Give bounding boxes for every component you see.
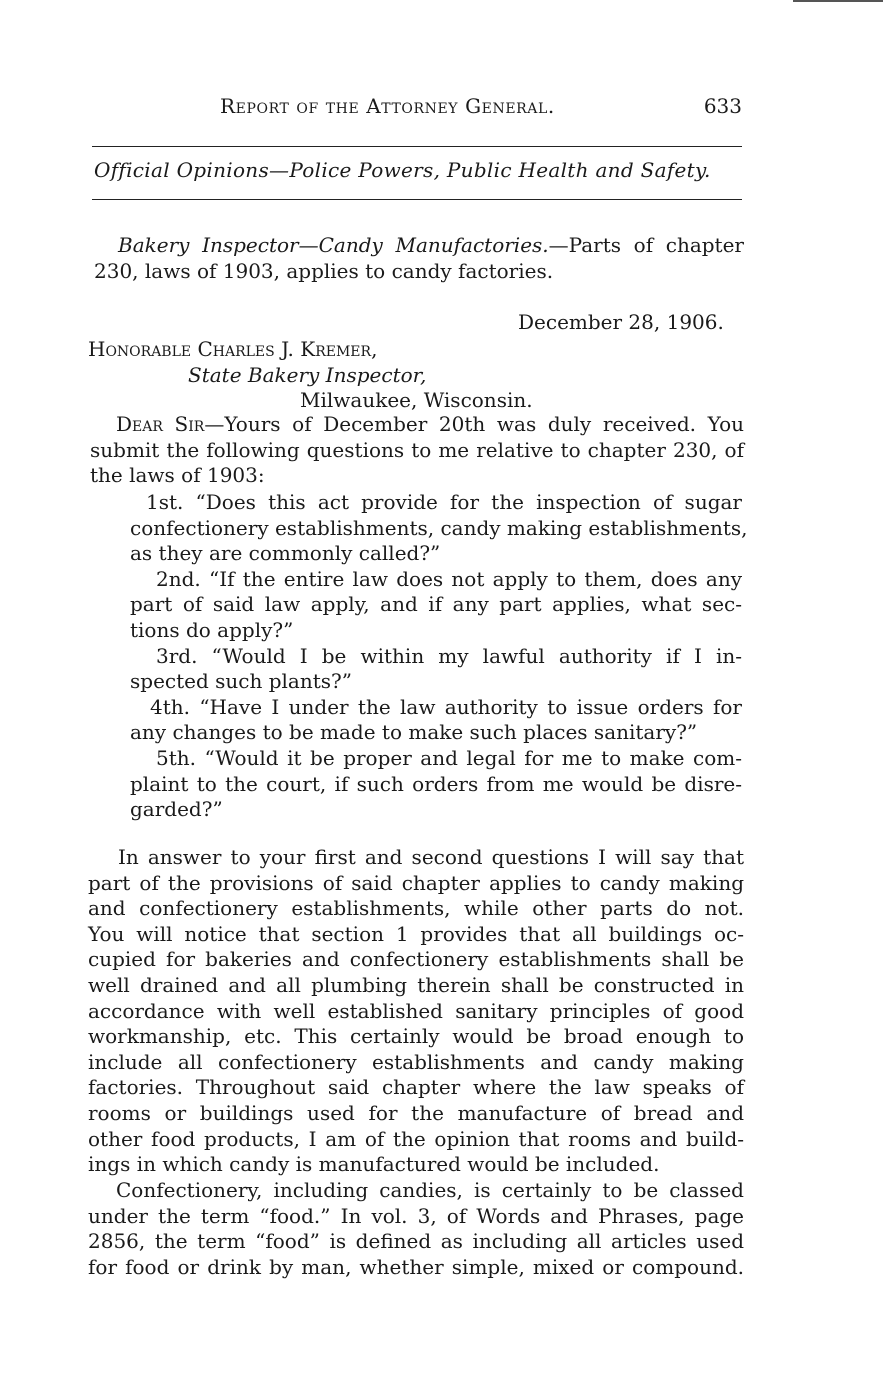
question-3-line: spected such plants?” [130, 669, 352, 694]
letter-intro [90, 412, 744, 489]
salutation: Dear Sir [116, 412, 205, 436]
answer-line: In answer to your first and second questions I will say that [118, 845, 744, 869]
addressee-city: Milwaukee, Wisconsin. [300, 388, 533, 413]
answer-line: include all confectionery establishments and candy making [88, 1049, 744, 1074]
section-heading: Official Opinions—Police Powers, Public Health and Safety. [94, 158, 711, 182]
headnote [94, 233, 744, 284]
food-line: Confectionery, including candies, is certainly to be classed [116, 1178, 744, 1202]
answer-line: accordance with well established sanitary principles of good [88, 998, 744, 1023]
section-rule [92, 199, 742, 200]
headnote-title: Bakery Inspector—Candy Manufactories. [118, 233, 549, 257]
running-title: Report of the Attorney General. [220, 94, 555, 118]
intro-line: the laws of 1903: [90, 463, 265, 488]
food-line: under the term “food.” In vol. 3, of Words and Phrases, page [88, 1203, 744, 1228]
question-1-line: as they are commonly called?” [130, 541, 441, 566]
addressee-name: Honorable Charles J. Kremer, [88, 337, 378, 361]
question-5-line: garded?” [130, 797, 223, 822]
question-list [130, 490, 748, 823]
running-head [88, 94, 744, 124]
top-rule [92, 146, 742, 147]
food-line: 2856, the term “food” is defined as including all articles used [88, 1229, 744, 1254]
answer-line: You will notice that section 1 provides that all buildings oc- [88, 921, 744, 946]
food-paragraph [88, 1178, 744, 1280]
question-1-line: confectionery establishments, candy making establishments, [130, 515, 748, 540]
answer-line: part of the provisions of said chapter applies to candy making [88, 870, 744, 895]
answer-line: well drained and all plumbing therein shall be constructed in [88, 972, 744, 997]
answer-line: other food products, I am of the opinion that rooms and build- [88, 1126, 744, 1151]
question-2-line: 2nd. “If the entire law does not apply to them, does any [156, 566, 742, 591]
question-4-line: any changes to be made to make such places sanitary?” [130, 720, 698, 745]
answer-line: workmanship, etc. This certainly would be broad enough to [88, 1024, 744, 1049]
question-5-line: 5th. “Would it be proper and legal for me to make com- [156, 745, 742, 770]
question-3-line: 3rd. “Would I be within my lawful authority if I in- [156, 643, 742, 668]
question-1-line: 1st. “Does this act provide for the inspection of sugar [146, 490, 742, 514]
addressee-title: State Bakery Inspector, [188, 362, 427, 387]
headnote-line: 230, laws of 1903, applies to candy factories. [94, 258, 554, 283]
page-number: 633 [703, 94, 742, 118]
intro-line: submit the following questions to me relative to chapter 230, of [90, 437, 744, 462]
answer-line: and confectionery establishments, while other parts do not. [88, 896, 744, 921]
headnote-line [94, 233, 744, 259]
answer-paragraph [88, 845, 744, 1178]
headnote-text: —Parts of chapter [548, 233, 744, 257]
answer-line: rooms or buildings used for the manufacture of bread and [88, 1100, 744, 1125]
question-5-line: plaint to the court, if such orders from me would be disre- [130, 771, 742, 796]
question-4-line: 4th. “Have I under the law authority to issue orders for [150, 694, 742, 719]
page-edge-line [793, 0, 883, 3]
food-line: for food or drink by man, whether simple, mixed or compound. [88, 1254, 744, 1279]
addressee-block [88, 337, 738, 414]
answer-line: ings in which candy is manufactured would be included. [88, 1152, 660, 1177]
answer-line: factories. Throughout said chapter where the law speaks of [88, 1075, 744, 1100]
intro-line: Dear Sir—Yours of December 20th was duly received. You [116, 412, 744, 436]
letter-date: December 28, 1906. [518, 310, 724, 334]
answer-line: cupied for bakeries and confectionery establishments shall be [88, 947, 744, 972]
question-2-line: tions do apply?” [130, 617, 294, 642]
question-2-line: part of said law apply, and if any part applies, what sec- [130, 592, 742, 617]
